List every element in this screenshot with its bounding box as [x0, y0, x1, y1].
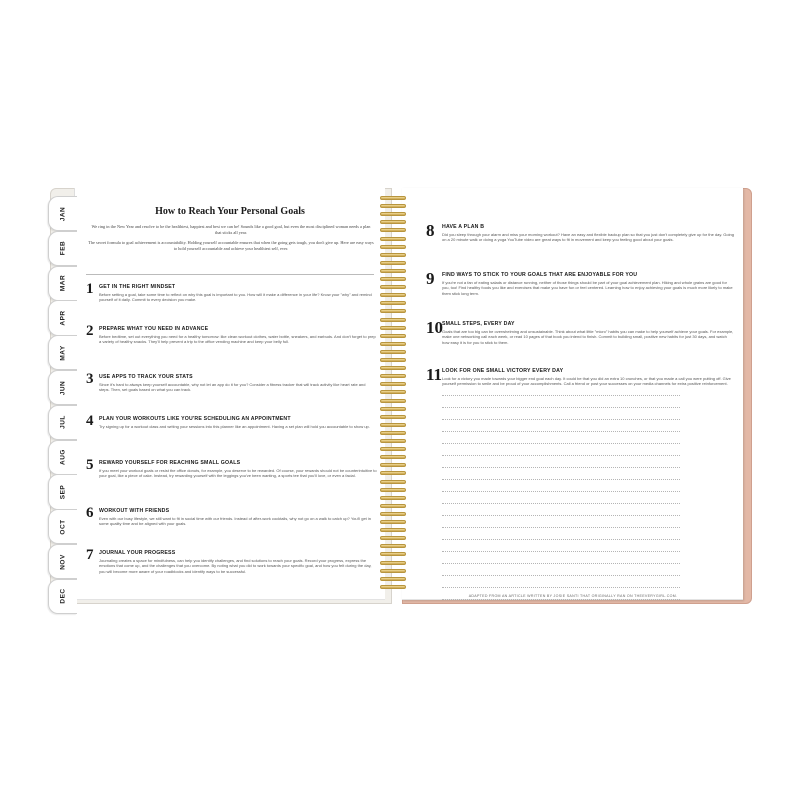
spiral-coil	[380, 326, 406, 330]
spiral-coil	[380, 439, 406, 443]
tip-number: 2	[86, 323, 94, 339]
tab-may[interactable]: MAY	[48, 335, 77, 370]
tip-number: 5	[86, 457, 94, 473]
tab-jan[interactable]: JAN	[48, 196, 77, 231]
tip-title: LOOK FOR ONE SMALL VICTORY EVERY DAY	[442, 368, 564, 374]
writing-line[interactable]	[442, 552, 680, 564]
spiral-coil	[380, 561, 406, 565]
tip-text: If you meet your workout goals or resist the office donuts, for example, you deserve to be rewarded. Of course, your rewards should not be counterintuitive to your goal, like a piece of cake. Instead, try rewarding yourself with the leggings you've been wanting, a sports tee that you'll love, or even a facial.	[99, 467, 377, 479]
tip-number: 1	[86, 281, 94, 297]
tip-number: 10	[426, 318, 443, 337]
tab-mar[interactable]: MAR	[48, 266, 77, 301]
spiral-coil	[380, 374, 406, 378]
spiral-coil	[380, 496, 406, 500]
tip-text: If you're not a fan of eating salads or distance running, neither of those things should be part of your goal achievement plan. Hiking and whole grains are good for you, too! Find healthy foods you like and exercises that make you have fun or feel centered. Learning how to enjoy achieving your goals is much more likely to make them stick long term.	[442, 279, 733, 296]
tip-text: Since it's hard to always keep yourself accountable, why not let an app do it for you? Consider a fitness tracker that will track activity like heart rate and steps. Then, set goals based on what you can track.	[99, 381, 366, 393]
spiral-coil	[380, 577, 406, 581]
tab-apr[interactable]: APR	[48, 300, 77, 335]
spiral-coil	[380, 245, 406, 249]
spiral-coil	[380, 415, 406, 419]
writing-line[interactable]	[442, 456, 680, 468]
spiral-coil	[380, 399, 406, 403]
spiral-coil	[380, 447, 406, 451]
intro-text	[88, 224, 374, 256]
tip-title: JOURNAL YOUR PROGRESS	[99, 550, 176, 556]
tip-title: WORKOUT WITH FRIENDS	[99, 508, 170, 514]
spiral-coil	[380, 382, 406, 386]
spiral-coil	[380, 269, 406, 273]
spiral-coil	[380, 350, 406, 354]
spiral-coil	[380, 366, 406, 370]
tip-title: HAVE A PLAN B	[442, 224, 485, 230]
spiral-coil	[380, 301, 406, 305]
spiral-coil	[380, 431, 406, 435]
spiral-coil	[380, 309, 406, 313]
spiral-coil	[380, 277, 406, 281]
intro-paragraph-1: We ring in the New Year and resolve to be the healthiest, happiest and best we can be! Sounds like a good goal, but even the most disciplined woman needs a plan that sticks all year.	[91, 224, 371, 235]
tab-nov[interactable]: NOV	[48, 544, 77, 579]
tip-title: GET IN THE RIGHT MINDSET	[99, 284, 176, 290]
writing-line[interactable]	[442, 528, 680, 540]
intro-paragraph-2: The secret formula to goal achievement is accountability. Holding yourself accountable ensures that when the going gets tough, you don't give up. Here are easy ways to hold yourself accountable and achieve your healthiest self, ever.	[88, 240, 374, 251]
writing-line[interactable]	[442, 468, 680, 480]
tip-title: PREPARE WHAT YOU NEED IN ADVANCE	[99, 326, 209, 332]
tip-number: 6	[86, 505, 94, 521]
writing-line[interactable]	[442, 384, 680, 396]
spiral-coil	[380, 261, 406, 265]
spiral-coil	[380, 220, 406, 224]
tab-dec[interactable]: DEC	[48, 579, 77, 614]
tab-feb[interactable]: FEB	[48, 231, 77, 266]
month-tabs	[48, 196, 78, 614]
spiral-coil	[380, 455, 406, 459]
tip-number: 7	[86, 547, 94, 563]
writing-line[interactable]	[442, 564, 680, 576]
spiral-coil	[380, 488, 406, 492]
spiral-coil	[380, 212, 406, 216]
spiral-coil	[380, 342, 406, 346]
writing-line[interactable]	[442, 432, 680, 444]
writing-line[interactable]	[442, 444, 680, 456]
tab-sep[interactable]: SEP	[48, 474, 77, 509]
spiral-coil	[380, 334, 406, 338]
writing-line[interactable]	[442, 492, 680, 504]
writing-lines[interactable]	[442, 384, 680, 600]
spiral-coil	[380, 285, 406, 289]
spiral-coil	[380, 423, 406, 427]
spiral-binding	[380, 196, 408, 596]
spiral-coil	[380, 293, 406, 297]
tip-title: REWARD YOURSELF FOR REACHING SMALL GOALS	[99, 460, 241, 466]
spiral-coil	[380, 318, 406, 322]
tip-number: 4	[86, 413, 94, 429]
writing-line[interactable]	[442, 396, 680, 408]
writing-line[interactable]	[442, 516, 680, 528]
tip-text: Did you sleep through your alarm and miss your morning workout? Have an easy and flexible backup plan so that you just don't completely give up for the day. Going on a 20 minute walk or doing a yoga YouTube video are great ways to fit in movement and keep you feeling good about your goals.	[442, 231, 734, 243]
spiral-coil	[380, 463, 406, 467]
tip-title: PLAN YOUR WORKOUTS LIKE YOU'RE SCHEDULING AN APPOINTMENT	[99, 416, 291, 422]
spiral-coil	[380, 585, 406, 589]
spiral-coil	[380, 504, 406, 508]
spiral-coil	[380, 237, 406, 241]
spiral-coil	[380, 358, 406, 362]
tip-text: Before setting a goal, take some time to reflect on why this goal is important to you. How will it make a difference in your life? Know your "why" and remind yourself of it daily. Commit to every decision you make.	[99, 291, 372, 303]
tip-number: 9	[426, 269, 435, 288]
tip-text: Before bedtime, set out everything you need for a healthy tomorrow: like clean workout clothes, water bottle, sneakers, and earbuds. And don't forget to prep a variety of healthy snacks. They'll help prevent a trip to the office vending machine and keep your belly full.	[99, 333, 376, 345]
spiral-coil	[380, 390, 406, 394]
tip-number: 3	[86, 371, 94, 387]
tab-jun[interactable]: JUN	[48, 370, 77, 405]
writing-line[interactable]	[442, 540, 680, 552]
writing-line[interactable]	[442, 420, 680, 432]
tip-text: Goals that are too big can be overwhelming and unsustainable. Think about what little "micro" habits you can make to help yourself achieve your goals. For example, make one networking call each week, or read 10 pages of that book you intend to finish. Commit to building small, positive new habits for just 30 days, and watch how easy it is for you to stick to them.	[442, 328, 734, 345]
spiral-coil	[380, 196, 406, 200]
writing-line[interactable]	[442, 408, 680, 420]
spiral-coil	[380, 520, 406, 524]
spiral-coil	[380, 528, 406, 532]
tip-text: Journaling creates a space for mindfulness, can help you identify challenges, and find solutions to reach your goals. Record your progress, express the emotions that come up, and the challenges that you overcome. By noting what you did to work towards your specific goal, and how you felt during the day, you will become more aware of your roadblocks and identify ways to be successful.	[99, 557, 372, 574]
spiral-coil	[380, 480, 406, 484]
spiral-coil	[380, 407, 406, 411]
page-title: How to Reach Your Personal Goals	[155, 206, 305, 217]
spiral-coil	[380, 544, 406, 548]
writing-line[interactable]	[442, 480, 680, 492]
divider	[86, 274, 374, 275]
spiral-coil	[380, 253, 406, 257]
spiral-coil	[380, 471, 406, 475]
tip-title: FIND WAYS TO STICK TO YOUR GOALS THAT ARE ENJOYABLE FOR YOU	[442, 272, 638, 278]
spiral-coil	[380, 204, 406, 208]
spiral-coil	[380, 552, 406, 556]
spiral-coil	[380, 536, 406, 540]
tip-text: Even with our busy lifestyle, we still want to fit in social time with our friends. Instead of after-work cocktails, why not go on a walk to catch up? You'll get in some quality time and be aligned with your goals.	[99, 515, 372, 527]
article-credit: ADAPTED FROM AN ARTICLE WRITTEN BY JOSIE SANTI THAT ORIGINALLY RAN ON THEEVERYGIRL.COM.	[468, 594, 678, 598]
tab-oct[interactable]: OCT	[48, 509, 77, 544]
writing-line[interactable]	[442, 504, 680, 516]
writing-line[interactable]	[442, 576, 680, 588]
tip-text: Look for a victory you made towards your bigger end goal each day. It could be that you did an extra 10 crunches, or that you made a call you were putting off. Give yourself permission to smile and be proud of your accomplishments. Call a friend or post your successes on your media channels for extra positive reinforcement.	[442, 375, 731, 387]
tip-text: Try signing up for a workout class and writing your sessions into this planner like an appointment. Having a set plan will hold you accountable to show up.	[99, 423, 370, 429]
tip-title: USE APPS TO TRACK YOUR STATS	[99, 374, 193, 380]
spiral-coil	[380, 228, 406, 232]
spiral-coil	[380, 512, 406, 516]
tip-number: 8	[426, 221, 435, 240]
tab-jul[interactable]: JUL	[48, 405, 77, 440]
tab-aug[interactable]: AUG	[48, 440, 77, 475]
tip-title: SMALL STEPS, EVERY DAY	[442, 321, 515, 327]
spiral-coil	[380, 569, 406, 573]
tip-number: 11	[426, 365, 443, 384]
